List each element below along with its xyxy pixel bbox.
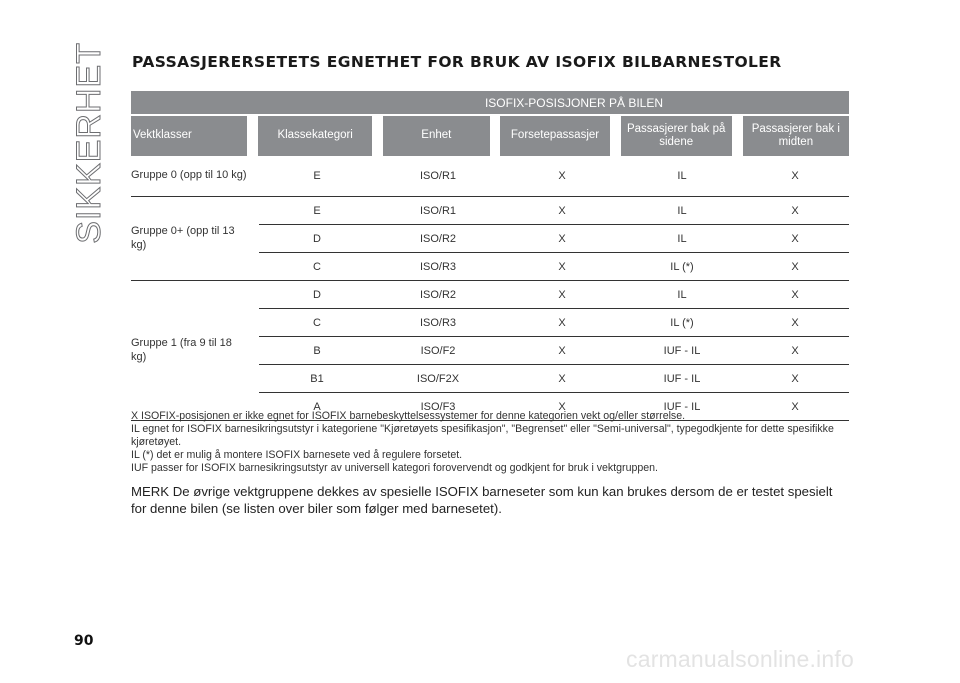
cell-enhet: ISO/R1 [419,170,457,182]
cell-enhet: ISO/F3 [420,400,456,413]
cell-bak-midten: X [791,170,799,182]
column-header-klassekategori: Klassekategori [258,116,372,156]
cell-klassekategori: A [313,400,321,413]
section-side-title [64,42,114,244]
cell-forsete: X [558,232,566,245]
cell-bak-sidene: IL (*) [670,316,694,329]
group-label: Gruppe 1 (fra 9 til 18 kg) [131,336,232,363]
cell-forsete: X [558,344,566,357]
cell-bak-midten: X [791,204,799,217]
column-header-vektklasser: Vektklasser [131,116,247,156]
table-row [259,156,849,196]
cell-klassekategori: D [313,288,321,301]
cell-forsete: X [558,316,566,329]
cell-bak-midten: X [791,232,799,245]
cell-bak-midten: X [791,288,799,301]
watermark: carmanualsonline.info [626,646,854,672]
merk-paragraph: MERK De øvrige vektgruppene dekkes av spesielle ISOFIX barneseter som kun kan brukes dersom de er testet spesielt for denne bilen (se listen over biler som følger med barnesetet). [131,484,833,516]
cell-enhet: ISO/R2 [419,288,457,301]
table-group [131,156,849,197]
cell-bak-sidene: IL [677,204,687,217]
table-group [131,197,849,281]
cell-bak-sidene: IL (*) [670,260,694,273]
column-header-bak-sidene: Passasjerer bak på sidene [621,116,732,156]
cell-klassekategori: C [313,260,321,273]
cell-klassekategori: B [313,344,321,357]
cell-forsete: X [558,204,566,217]
cell-enhet: ISO/R3 [419,260,457,273]
page-number: 90 [74,633,94,649]
table-super-header [131,91,849,114]
table-group [131,281,849,421]
note-il-star: IL (*) det er mulig å montere ISOFIX barnesete ved å regulere forsetet. [131,449,463,461]
cell-enhet: ISO/F2 [420,344,456,357]
cell-enhet: ISO/R3 [419,316,457,329]
page-heading: PASSASJERERSETETS EGNETHET FOR BRUK AV ISOFIX BILBARNESTOLER [132,53,782,71]
cell-bak-midten: X [791,316,799,329]
table-row [259,281,849,309]
cell-klassekategori: B1 [310,372,324,385]
table-row [259,225,849,253]
cell-enhet: ISO/R1 [419,204,457,217]
cell-bak-midten: X [791,260,799,273]
cell-klassekategori: C [313,316,321,329]
isofix-table [131,91,849,421]
cell-bak-sidene: IUF - IL [663,400,701,413]
cell-forsete: X [558,372,566,385]
table-column-headers [131,116,849,156]
table-row [259,197,849,225]
table-row [259,365,849,393]
note-il: IL egnet for ISOFIX barnesikringsutstyr i kategoriene "Kjøretøyets spesifikasjon", "Begrenset" eller "Semi-universal", typegodkjente for dette spesifikke kjøretøyet. [131,423,834,448]
table-notes [131,410,851,475]
group-label: Gruppe 0 (opp til 10 kg) [131,169,247,182]
cell-bak-midten: X [791,372,799,385]
cell-enhet: ISO/F2X [416,372,460,385]
note-iuf: IUF passer for ISOFIX barnesikringsutstyr av universell kategori forovervendt og godkjent for bruk i vektgruppen. [131,462,658,474]
cell-forsete: X [558,170,566,182]
table-row [259,337,849,365]
cell-forsete: X [558,260,566,273]
column-header-forsetepassasjer: Forsetepassasjer [500,116,609,156]
cell-klassekategori: D [313,232,321,245]
group-label: Gruppe 0+ (opp til 13 kg) [131,224,235,251]
cell-bak-sidene: IUF - IL [663,372,701,385]
side-title-text: SIKKERHET [69,42,108,244]
cell-bak-midten: X [791,344,799,357]
cell-bak-sidene: IUF - IL [663,344,701,357]
super-header-label: ISOFIX-POSISJONER PÅ BILEN [484,95,664,110]
cell-klassekategori: E [313,204,321,217]
cell-enhet: ISO/R2 [419,232,457,245]
cell-klassekategori: E [313,170,321,182]
cell-forsete: X [558,288,566,301]
cell-bak-sidene: IL [677,232,687,245]
table-row [259,253,849,280]
table-row [259,309,849,337]
cell-forsete: X [558,400,566,413]
column-header-bak-midten: Passasjerer bak i midten [743,116,849,156]
cell-bak-sidene: IL [677,170,687,182]
column-header-enhet: Enhet [383,116,489,156]
cell-bak-midten: X [791,400,799,413]
cell-bak-sidene: IL [677,288,687,301]
note-x: X ISOFIX-posisjonen er ikke egnet for ISOFIX barnebeskyttelsessystemer for denne kategorien vekt og/eller størrelse. [131,410,686,422]
